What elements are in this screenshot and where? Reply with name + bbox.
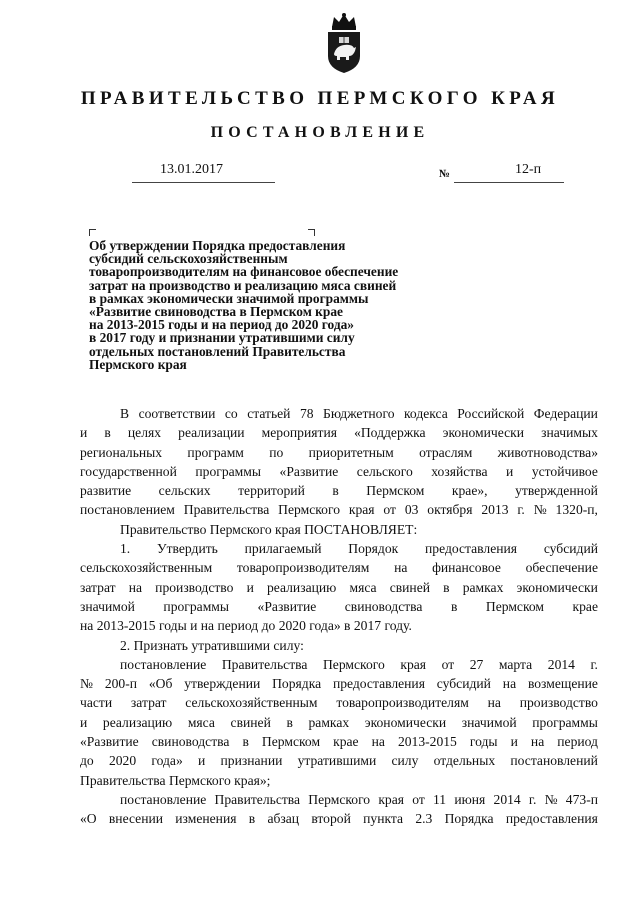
title-line: в 2017 году и признании утратившими силу xyxy=(89,330,355,346)
title-line: Об утверждении Порядка предоставления xyxy=(89,238,346,253)
title-corner-right xyxy=(308,229,315,236)
title-line: «Развитие свиноводства в Пермском крае xyxy=(89,304,343,320)
body-line: сельскохозяйственным товаропроизводителям на финансовое обеспечение xyxy=(80,560,598,576)
body-line: 2. Признать утратившими силу: xyxy=(120,637,304,653)
document-date: 13.01.2017 xyxy=(160,162,223,177)
government-name: ПРАВИТЕЛЬСТВО ПЕРМСКОГО КРАЯ xyxy=(80,88,560,109)
document-number: 12-п xyxy=(515,162,542,177)
body-line: «Развитие свиноводства в Пермском крае на 2013-2015 годы и на период xyxy=(80,734,598,750)
body-line: «О внесении изменения в абзац второй пункта 2.3 Порядка предоставления xyxy=(80,811,598,827)
title-line: в рамках экономически значимой программы xyxy=(89,290,369,306)
document-type: ПОСТАНОВЛЕНИЕ xyxy=(210,124,430,141)
title-line: на 2013-2015 годы и на период до 2020 года» xyxy=(89,317,354,333)
body-line: постановлением Правительства Пермского края от 03 октября 2013 г. № 1320-п, xyxy=(80,502,598,518)
body-line: № 200-п «Об утверждении Порядка предоставления субсидий на возмещение xyxy=(80,676,598,692)
title-corner-left xyxy=(89,229,96,236)
number-sign: № xyxy=(439,168,451,180)
body-line: 1. Утвердить прилагаемый Порядок предоставления субсидий xyxy=(120,541,598,557)
number-underline xyxy=(454,182,564,183)
document-body xyxy=(80,404,598,829)
body-line: развитие сельских территорий в Пермском крае», утвержденной xyxy=(80,483,598,499)
body-line: постановление Правительства Пермского края от 27 марта 2014 г. xyxy=(120,656,598,672)
body-line: Правительство Пермского края ПОСТАНОВЛЯЕТ: xyxy=(120,521,418,537)
body-line: и в целях реализации мероприятия «Поддержка экономически значимых xyxy=(80,425,598,441)
body-line: затрат на производство и реализацию мяса свиней в рамках экономически xyxy=(80,579,598,595)
perm-krai-coat-of-arms-icon xyxy=(322,12,366,74)
title-line: отдельных постановлений Правительства xyxy=(89,343,346,359)
body-line: В соответствии со статьей 78 Бюджетного кодекса Российской Федерации xyxy=(120,406,598,421)
title-line: затрат на производство и реализацию мяса свиней xyxy=(89,277,397,293)
body-line: государственной программы «Развитие сельского хозяйства и устойчивое xyxy=(80,463,598,479)
body-line: до 2020 года» и признании утратившими силу отдельных постановлений xyxy=(80,753,598,769)
body-line: региональных программ по приоритетным отраслям животноводства» xyxy=(80,444,598,460)
title-line: Пермского края xyxy=(89,356,187,372)
body-line: Правительства Пермского края»; xyxy=(80,772,271,788)
body-line: части затрат сельскохозяйственным товаропроизводителям на производство xyxy=(80,695,598,711)
title-line: субсидий сельскохозяйственным xyxy=(89,251,288,267)
title-line: товаропроизводителям на финансовое обеспечение xyxy=(89,264,399,280)
body-line: и реализацию мяса свиней в рамках экономически значимой программы xyxy=(80,714,598,730)
body-line: на 2013-2015 годы и на период до 2020 года» в 2017 году. xyxy=(80,618,412,634)
body-line: значимой программы «Развитие свиноводства в Пермском крае xyxy=(80,598,598,614)
date-underline xyxy=(132,182,275,183)
body-line: постановление Правительства Пермского края от 11 июня 2014 г. № 473-п xyxy=(120,791,598,807)
document-title xyxy=(89,239,409,371)
